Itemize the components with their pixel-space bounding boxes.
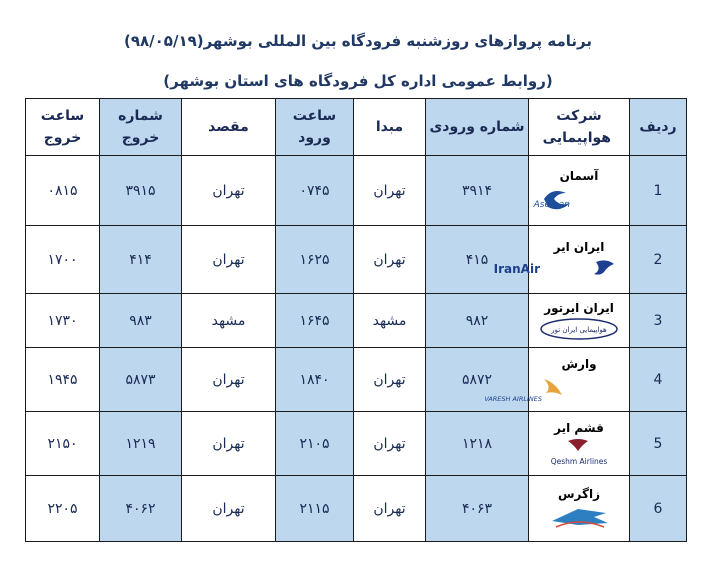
airline-cell — [493, 226, 630, 294]
table-row — [26, 348, 687, 412]
arrival-time-cell: ۲۱۰۵ — [276, 412, 354, 476]
row-number: 5 — [630, 412, 687, 476]
header-origin: مبدا — [354, 99, 426, 156]
airline-cell — [484, 348, 630, 412]
origin-cell: تهران — [354, 348, 426, 412]
flight-in-cell: ۳۹۱۴ — [426, 156, 529, 226]
flight-in-cell: ۴۰۶۳ — [426, 476, 529, 542]
origin-cell: مشهد — [354, 294, 426, 348]
destination-cell: مشهد — [182, 294, 276, 348]
table-row — [26, 412, 687, 476]
flight-out-cell: ۱۲۱۹ — [100, 412, 182, 476]
header-destination: مقصد — [182, 99, 276, 156]
flight-out-cell: ۵۸۷۳ — [100, 348, 182, 412]
page-subtitle: (روابط عمومی اداره کل فرودگاه های استان بوشهر) — [163, 72, 553, 90]
origin-cell: تهران — [354, 476, 426, 542]
logo-text: Aseman — [533, 199, 570, 210]
origin-cell: تهران — [354, 412, 426, 476]
departure-time-cell: ۲۲۰۵ — [26, 476, 100, 542]
table-row — [26, 294, 687, 348]
flight-schedule-table — [25, 98, 687, 542]
airline-cell — [529, 156, 630, 226]
header-departure-time: ساعت خروج — [26, 99, 100, 156]
arrival-time-cell: ۱۸۴۰ — [276, 348, 354, 412]
header-arrival-time: ساعت ورود — [276, 99, 354, 156]
destination-cell: تهران — [182, 412, 276, 476]
origin-cell: تهران — [354, 156, 426, 226]
airline-name: ایران ایر — [553, 239, 605, 254]
airline-cell — [529, 294, 630, 348]
row-number: 3 — [630, 294, 687, 348]
airline-name: ایران ایرتور — [544, 300, 614, 315]
table-row — [26, 476, 687, 542]
airline-cell — [529, 476, 630, 542]
header-airline — [529, 99, 630, 156]
flight-out-cell: ۹۸۳ — [100, 294, 182, 348]
departure-time-cell: ۲۱۵۰ — [26, 412, 100, 476]
zagros-logo-icon — [538, 503, 620, 531]
page-title: برنامه پروازهای روزشنبه فرودگاه بین المللی بوشهر(۹۸/۰۵/۱۹) — [124, 32, 592, 50]
iranairtour-logo-icon — [538, 317, 620, 341]
varesh-logo-icon — [484, 373, 620, 403]
arrival-time-cell: ۱۶۲۵ — [276, 226, 354, 294]
arrival-time-cell: ۲۱۱۵ — [276, 476, 354, 542]
departure-time-cell: ۱۷۳۰ — [26, 294, 100, 348]
origin-cell: تهران — [354, 226, 426, 294]
logo-text: IranAir — [493, 261, 540, 276]
qeshm-logo-icon — [538, 437, 620, 467]
flight-in-cell: ۹۸۲ — [426, 294, 529, 348]
airline-name: زاگرس — [557, 486, 601, 501]
table-header-row — [26, 99, 687, 156]
header-row-number: ردیف — [630, 99, 687, 156]
logo-text: هواپیمایی ایران تور — [551, 325, 607, 334]
flight-out-cell: ۴۰۶۲ — [100, 476, 182, 542]
header-airline-label: شرکت هواپیمایی — [542, 107, 611, 146]
flight-in-cell: ۴۱۵ — [426, 226, 529, 294]
airline-cell — [529, 412, 630, 476]
logo-text: VARESH AIRLINES — [484, 394, 542, 403]
destination-cell: تهران — [182, 348, 276, 412]
departure-time-cell: ۰۸۱۵ — [26, 156, 100, 226]
departure-time-cell: ۱۷۰۰ — [26, 226, 100, 294]
iranair-logo-icon — [493, 256, 620, 280]
row-number: 6 — [630, 476, 687, 542]
aseman-logo-icon — [533, 185, 620, 213]
airline-name: قشم ایر — [554, 420, 604, 435]
flight-in-cell: ۱۲۱۸ — [426, 412, 529, 476]
destination-cell: تهران — [182, 226, 276, 294]
header-flight-out: شماره خروج — [100, 99, 182, 156]
logo-text: Qeshm Airlines — [550, 456, 608, 466]
header-flight-in: شماره ورودی — [426, 99, 529, 156]
arrival-time-cell: ۰۷۴۵ — [276, 156, 354, 226]
flight-out-cell: ۴۱۴ — [100, 226, 182, 294]
row-number: 4 — [630, 348, 687, 412]
destination-cell: تهران — [182, 156, 276, 226]
table-row — [26, 156, 687, 226]
airline-name: آسمان — [559, 168, 599, 183]
row-number: 2 — [630, 226, 687, 294]
arrival-time-cell: ۱۶۴۵ — [276, 294, 354, 348]
table-row — [26, 226, 687, 294]
flight-out-cell: ۳۹۱۵ — [100, 156, 182, 226]
row-number: 1 — [630, 156, 687, 226]
airline-name: وارش — [561, 356, 597, 371]
flight-in-cell: ۵۸۷۲ — [426, 348, 529, 412]
destination-cell: تهران — [182, 476, 276, 542]
departure-time-cell: ۱۹۴۵ — [26, 348, 100, 412]
